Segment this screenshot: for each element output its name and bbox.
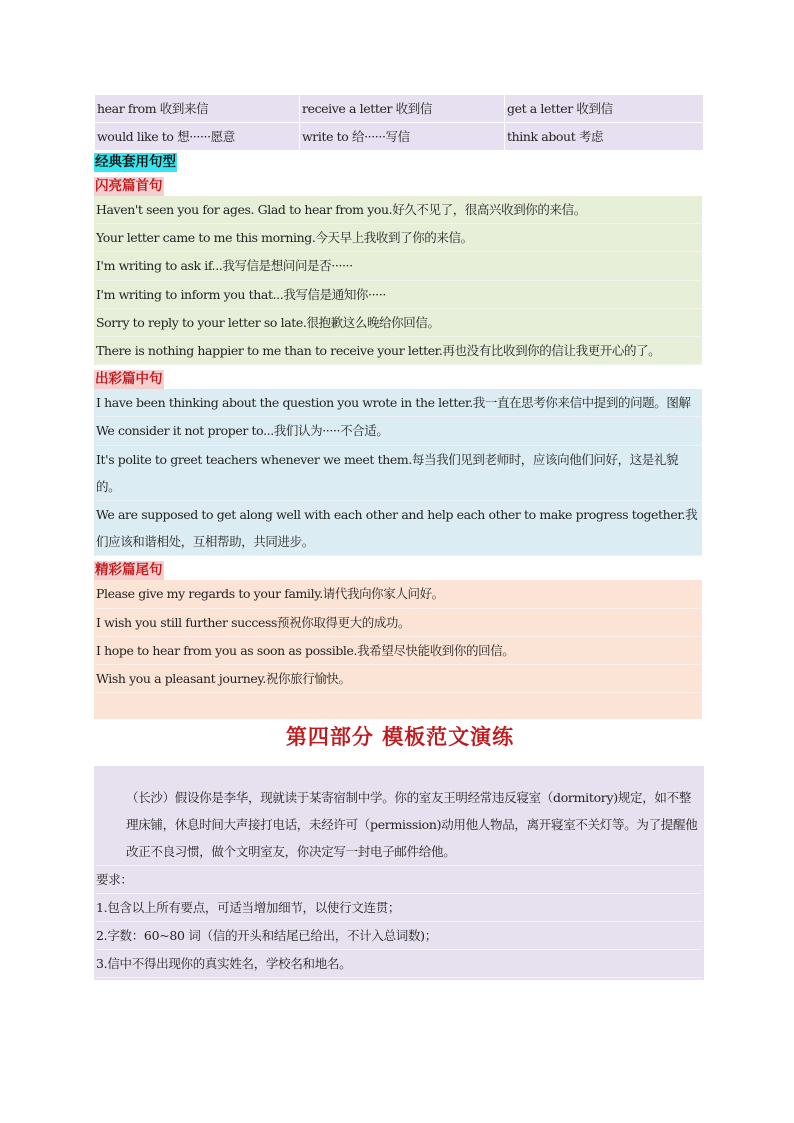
middle-sentences — [94, 389, 702, 556]
writing-task — [94, 766, 704, 980]
heading-middle: 出彩篇中句 — [95, 371, 163, 388]
sentence-line: Haven't seen you for ages. Glad to hear from you.好久不见了，很高兴收到你的来信。 — [96, 196, 702, 224]
sentence-line: We consider it not proper to...我们认为·····不合适。 — [96, 417, 702, 445]
sentence-line: I'm writing to ask if...我写信是想问问是否······ — [96, 252, 702, 280]
requirement-item: 3.信中不得出现你的真实姓名，学校名和地名。 — [96, 950, 702, 978]
heading-ending: 精彩篇尾句 — [95, 562, 163, 579]
requirements-title: 要求： — [96, 866, 702, 894]
table-cell: think about 考虑 — [505, 123, 704, 151]
sentence-line: I have been thinking about the question you wrote in the letter.我一直在思考你来信中提到的问题。图解 — [96, 389, 702, 417]
requirement-item: 1.包含以上所有要点，可适当增加细节，以使行文连贯； — [96, 894, 702, 922]
table-cell: receive a letter 收到信 — [300, 95, 505, 123]
requirement-item: 2.字数：60~80 词（信的开头和结尾已给出，不计入总词数)； — [96, 922, 702, 950]
sentence-line: There is nothing happier to me than to receive your letter.再也没有比收到你的信让我更开心的了。 — [96, 337, 702, 365]
table-cell: would like to 想······愿意 — [95, 123, 300, 151]
blank-line — [96, 693, 702, 719]
opening-sentences — [94, 196, 702, 365]
table-cell: hear from 收到来信 — [95, 95, 300, 123]
sentence-line: Wish you a pleasant journey.祝你旅行愉快。 — [96, 665, 702, 693]
sentence-line: Please give my regards to your family.请代我向你家人问好。 — [96, 580, 702, 608]
sentence-line: I'm writing to inform you that...我写信是通知你····· — [96, 281, 702, 309]
phrase-table — [94, 94, 704, 151]
document-page — [94, 94, 706, 980]
ending-sentences — [94, 580, 702, 719]
heading-opening: 闪亮篇首句 — [95, 178, 163, 194]
sentence-line: It's polite to greet teachers whenever we meet them.每当我们见到老师时，应该向他们问好，这是礼貌的。 — [96, 446, 702, 501]
heading-classic-sentences: 经典套用句型 — [95, 154, 176, 170]
task-prompt: （长沙）假设你是李华，现就读于某寄宿制中学。你的室友王明经常违反寝室（dormitory)规定，如不整理床铺，休息时间大声接打电话，未经许可（permission)动用他人物品，离开寝室不关灯等。为了提醒他改正不良习惯，做个文明室友，你决定写一封电子邮件给他。 — [96, 784, 702, 866]
table-row — [95, 123, 704, 151]
sentence-line: I wish you still further success预祝你取得更大的成功。 — [96, 609, 702, 637]
sentence-line: Your letter came to me this morning.今天早上我收到了你的来信。 — [96, 224, 702, 252]
table-row — [95, 95, 704, 123]
sentence-line: Sorry to reply to your letter so late.很抱歉这么晚给你回信。 — [96, 309, 702, 337]
table-cell: write to 给······写信 — [300, 123, 505, 151]
table-cell: get a letter 收到信 — [505, 95, 704, 123]
section-title: 第四部分 模板范文演练 — [285, 724, 515, 750]
sentence-line: We are supposed to get along well with each other and help each other to make progress together.我们应该和谐相处，互相帮助，共同进步。 — [96, 501, 702, 556]
sentence-line: I hope to hear from you as soon as possible.我希望尽快能收到你的回信。 — [96, 637, 702, 665]
